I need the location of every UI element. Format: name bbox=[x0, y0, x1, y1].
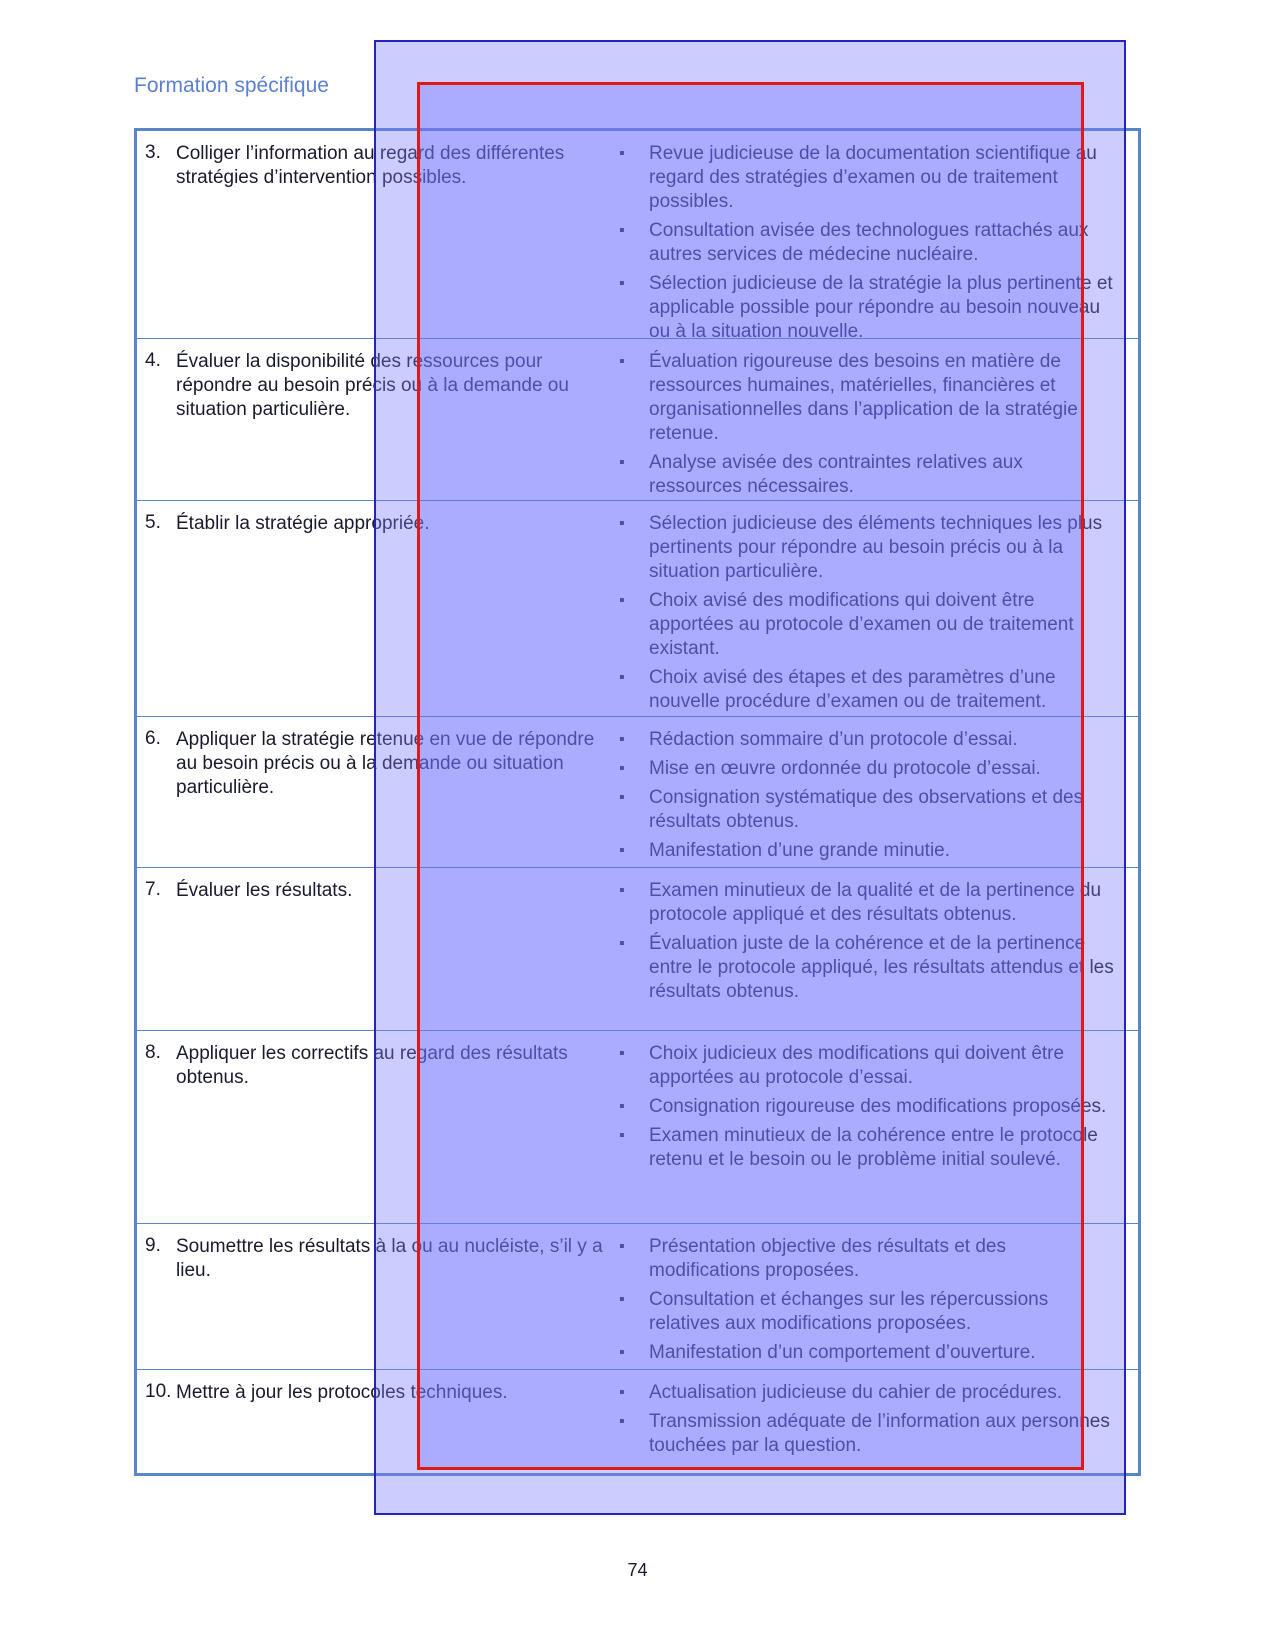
highlight-region-inner bbox=[417, 82, 1084, 1470]
list-item: ▪ Examen minutieux de la qualité et de la pertinence du protocole appliqué et des résultats obtenus. bbox=[619, 880, 1102, 925]
task-number: 8. bbox=[145, 1042, 161, 1063]
task-number: 5. bbox=[145, 512, 161, 533]
bullet-icon: ▪ bbox=[619, 222, 625, 239]
task-number: 10. bbox=[145, 1381, 172, 1402]
list-item: ▪ Choix judicieux des modifications qui doivent être apportées au protocole d’essai. bbox=[619, 1043, 1065, 1088]
bullet-icon: ▪ bbox=[619, 454, 625, 471]
bullet-icon: ▪ bbox=[619, 669, 625, 686]
bullet-icon: ▪ bbox=[619, 592, 625, 609]
bullet-icon: ▪ bbox=[619, 275, 625, 292]
list-item: ▪ Consultation et échanges sur les répercussions relatives aux modifications proposées. bbox=[619, 1289, 1049, 1334]
list-item: ▪ Manifestation d’une grande minutie. bbox=[619, 840, 951, 861]
task-text: Colliger l’information au regard des différentes stratégies d’intervention possibles. bbox=[176, 143, 565, 188]
bullet-icon: ▪ bbox=[619, 145, 625, 162]
bullet-icon: ▪ bbox=[619, 1238, 625, 1255]
bullet-icon: ▪ bbox=[619, 789, 625, 806]
section-title: Formation spécifique bbox=[134, 74, 329, 97]
list-item: ▪ Consignation rigoureuse des modifications proposées. bbox=[619, 1096, 1107, 1117]
bullet-icon: ▪ bbox=[619, 760, 625, 777]
list-item: ▪ Analyse avisée des contraintes relatives aux ressources nécessaires. bbox=[619, 452, 1023, 497]
task-text: Mettre à jour les protocoles techniques. bbox=[176, 1382, 508, 1403]
list-item: ▪ Choix avisé des modifications qui doivent être apportées au protocole d’examen ou de traitement existant. bbox=[619, 590, 1074, 659]
bullet-icon: ▪ bbox=[619, 731, 625, 748]
task-text: Évaluer les résultats. bbox=[176, 880, 353, 901]
list-item: ▪ Consignation systématique des observations et des résultats obtenus. bbox=[619, 787, 1084, 832]
list-item: ▪ Évaluation juste de la cohérence et de la pertinence entre le protocole appliqué, les résultats attendus et les résultats obtenus. bbox=[619, 933, 1114, 1002]
bullet-icon: ▪ bbox=[619, 1098, 625, 1115]
bullet-icon: ▪ bbox=[619, 882, 625, 899]
bullet-icon: ▪ bbox=[619, 1045, 625, 1062]
task-text: Appliquer les correctifs au regard des résultats obtenus. bbox=[176, 1043, 568, 1088]
bullet-icon: ▪ bbox=[619, 1413, 625, 1430]
bullet-icon: ▪ bbox=[619, 515, 625, 532]
task-number: 4. bbox=[145, 350, 161, 371]
bullet-icon: ▪ bbox=[619, 1127, 625, 1144]
bullet-icon: ▪ bbox=[619, 1384, 625, 1401]
bullet-icon: ▪ bbox=[619, 935, 625, 952]
list-item: ▪ Transmission adéquate de l’information aux personnes touchées par la question. bbox=[619, 1411, 1110, 1456]
bullet-icon: ▪ bbox=[619, 1291, 625, 1308]
list-item: ▪ Examen minutieux de la cohérence entre le protocole retenu et le besoin ou le problème initial soulevé. bbox=[619, 1125, 1098, 1170]
list-item: ▪ Évaluation rigoureuse des besoins en matière de ressources humaines, matérielles, financières et organisationnelles dans l’application de la stratégie retenue. bbox=[619, 351, 1078, 444]
task-text: Évaluer la disponibilité des ressources pour répondre au besoin précis ou à la demande ou situation particulière. bbox=[176, 351, 569, 420]
bullet-icon: ▪ bbox=[619, 353, 625, 370]
list-item: ▪ Sélection judicieuse des éléments techniques les plus pertinents pour répondre au besoin précis ou à la situation particulière. bbox=[619, 513, 1103, 582]
list-item: ▪ Sélection judicieuse de la stratégie la plus pertinente et applicable possible pour répondre au besoin nouveau ou à la situation nouvelle. bbox=[619, 273, 1113, 342]
list-item: ▪ Choix avisé des étapes et des paramètres d’une nouvelle procédure d’examen ou de traitement. bbox=[619, 667, 1056, 712]
list-item: ▪ Présentation objective des résultats et des modifications proposées. bbox=[619, 1236, 1006, 1281]
bullet-icon: ▪ bbox=[619, 1344, 625, 1361]
task-text: Établir la stratégie appropriée. bbox=[176, 513, 430, 534]
task-number: 7. bbox=[145, 879, 161, 900]
bullet-icon: ▪ bbox=[619, 842, 625, 859]
task-number: 9. bbox=[145, 1235, 161, 1256]
task-text: Appliquer la stratégie retenue en vue de répondre au besoin précis ou à la demande ou situation particulière. bbox=[176, 729, 595, 798]
list-item: ▪ Actualisation judicieuse du cahier de procédures. bbox=[619, 1382, 1062, 1403]
list-item: ▪ Consultation avisée des technologues rattachés aux autres services de médecine nucléaire. bbox=[619, 220, 1089, 265]
list-item: ▪ Manifestation d’un comportement d’ouverture. bbox=[619, 1342, 1036, 1363]
task-text: Soumettre les résultats à la ou au nucléiste, s’il y a lieu. bbox=[176, 1236, 603, 1281]
task-number: 6. bbox=[145, 728, 161, 749]
task-number: 3. bbox=[145, 142, 161, 163]
list-item: ▪ Mise en œuvre ordonnée du protocole d’essai. bbox=[619, 758, 1041, 779]
list-item: ▪ Revue judicieuse de la documentation scientifique au regard des stratégies d’examen ou de traitement possibles. bbox=[619, 143, 1097, 212]
page-number: 74 bbox=[627, 1560, 648, 1580]
list-item: ▪ Rédaction sommaire d’un protocole d’essai. bbox=[619, 729, 1018, 750]
